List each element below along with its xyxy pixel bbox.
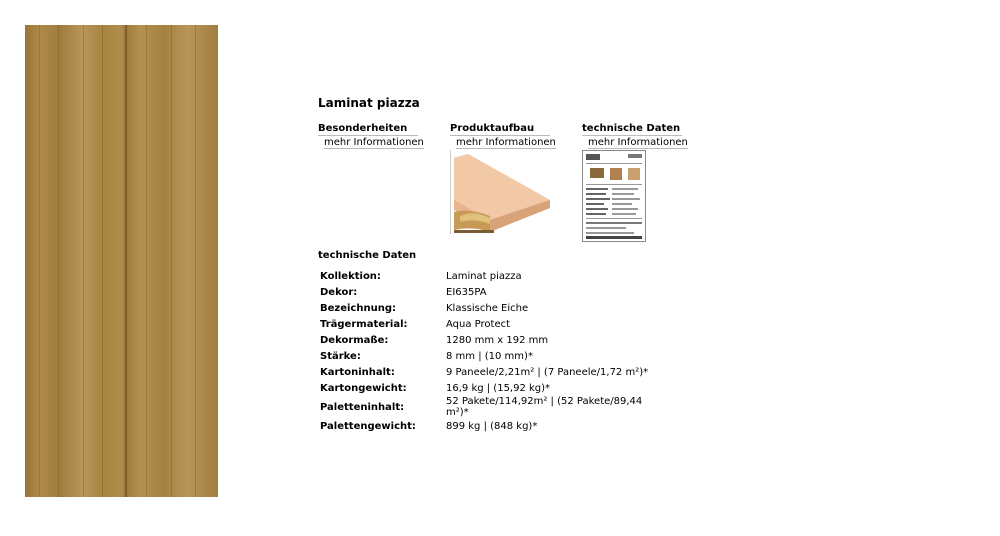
table-row xyxy=(318,268,651,284)
produktaufbau-more-link[interactable]: mehr Informationen xyxy=(456,137,556,148)
decor-image xyxy=(25,25,218,497)
produktaufbau-heading: Produktaufbau xyxy=(450,123,550,136)
section-technische-daten xyxy=(582,123,712,148)
besonderheiten-more-link[interactable]: mehr Informationen xyxy=(324,137,424,148)
section-besonderheiten xyxy=(318,123,448,148)
table-row xyxy=(318,300,651,316)
row-label: Dekor: xyxy=(320,286,358,298)
produktaufbau-image[interactable] xyxy=(450,150,554,236)
image-frame-line xyxy=(450,150,451,234)
row-value: 899 kg | (848 kg)* xyxy=(446,420,538,432)
table-row xyxy=(318,396,651,418)
row-label: Kartongewicht: xyxy=(320,382,407,394)
table-row xyxy=(318,332,651,348)
table-row xyxy=(318,364,651,380)
table-row xyxy=(318,316,651,332)
row-value: Laminat piazza xyxy=(446,270,522,282)
section-produktaufbau xyxy=(450,123,580,148)
row-label: Kollektion: xyxy=(320,270,381,282)
panel-backing xyxy=(454,230,494,233)
row-value: 52 Pakete/114,92m² | (52 Pakete/89,44 m²)* xyxy=(446,396,643,418)
besonderheiten-heading: Besonderheiten xyxy=(318,123,418,136)
row-value: 8 mm | (10 mm)* xyxy=(446,350,533,362)
row-value: 1280 mm x 192 mm xyxy=(446,334,549,346)
row-label: Trägermaterial: xyxy=(320,318,408,330)
technische-daten-heading: technische Daten xyxy=(582,123,681,134)
row-label: Paletteninhalt: xyxy=(320,401,405,413)
row-label: Bezeichnung: xyxy=(320,302,396,314)
page-title: Laminat piazza xyxy=(318,96,420,110)
row-value: 16,9 kg | (15,92 kg)* xyxy=(446,382,551,394)
row-value: Klassische Eiche xyxy=(446,302,529,314)
row-value: Aqua Protect xyxy=(446,318,511,330)
table-row xyxy=(318,284,651,300)
row-label: Stärke: xyxy=(320,350,361,362)
row-label: Dekormaße: xyxy=(320,334,389,346)
tech-data-table xyxy=(318,268,651,434)
row-value: EI635PA xyxy=(446,286,487,298)
table-row xyxy=(318,380,651,396)
table-row xyxy=(318,348,651,364)
row-value: 9 Paneele/2,21m² | (7 Paneele/1,72 m²)* xyxy=(446,366,649,378)
datasheet-thumbnail[interactable] xyxy=(582,150,646,242)
tech-data-heading: technische Daten xyxy=(318,250,417,261)
technische-daten-more-link[interactable]: mehr Informationen xyxy=(588,137,688,148)
table-row xyxy=(318,418,651,434)
row-label: Kartoninhalt: xyxy=(320,366,395,378)
row-label: Palettengewicht: xyxy=(320,420,416,432)
